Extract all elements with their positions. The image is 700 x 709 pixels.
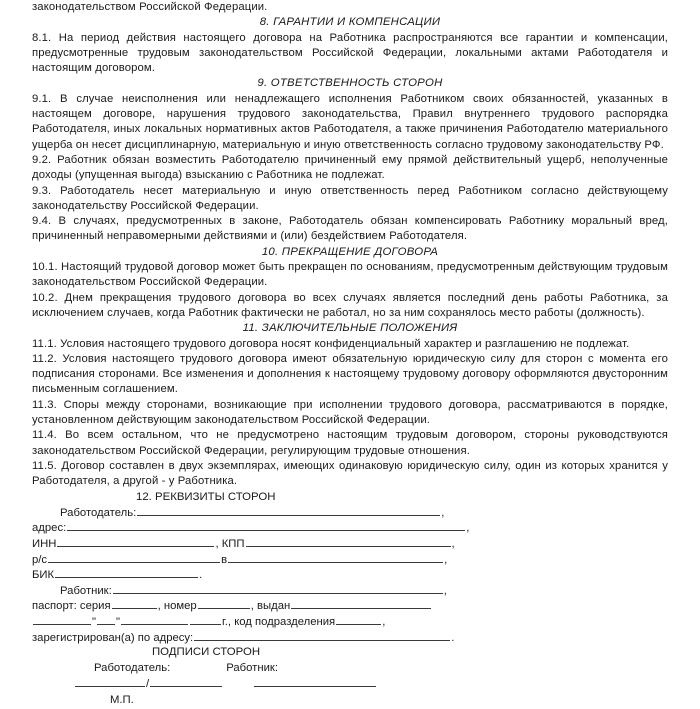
requisites-row-registration: [32, 630, 668, 646]
employee-name-blank[interactable]: [113, 583, 443, 594]
employee-issued-by-blank[interactable]: [291, 598, 431, 609]
employee-passport-label: паспорт: серия: [32, 600, 111, 613]
employer-bik-period: .: [199, 569, 203, 582]
signatures-names-row: [32, 661, 668, 677]
employer-account-blank[interactable]: [48, 552, 220, 563]
employer-kpp-blank[interactable]: [246, 536, 451, 547]
requisites-row-inn-kpp: [32, 536, 668, 552]
employee-registered-period: .: [451, 631, 455, 644]
signature-employer-sign-blank[interactable]: [75, 676, 145, 687]
paragraph-11-1: 11.1. Условия настоящего трудового договора носят конфиденциальный характер и разглашению не подлежат.: [32, 337, 630, 350]
stamp-place: М.П.: [110, 693, 134, 706]
employee-department-comma: ,: [382, 615, 386, 628]
employee-label: Работник:: [60, 584, 112, 597]
section-heading-9: 9. ОТВЕТСТВЕННОСТЬ СТОРОН: [257, 77, 443, 90]
employer-inn-label: ИНН: [32, 537, 57, 550]
employee-issue-month-blank[interactable]: [121, 614, 188, 625]
employer-kpp-label: , КПП: [215, 537, 245, 550]
employer-account-label: р/с: [32, 553, 48, 566]
requisites-row-employer: [32, 505, 668, 521]
requisites-row-passport-date: [32, 614, 668, 630]
quote-open: ": [92, 615, 97, 628]
employer-inn-blank[interactable]: [57, 536, 214, 547]
section-heading-10: 10. ПРЕКРАЩЕНИЕ ДОГОВОРА: [261, 245, 439, 258]
employer-label: Работодатель:: [60, 506, 137, 519]
signatures-lines-row: [32, 676, 668, 693]
employer-bik-blank[interactable]: [55, 567, 198, 578]
employer-address-blank[interactable]: [67, 520, 465, 531]
signature-slash: /: [146, 678, 150, 691]
requisites-row-employee: [32, 583, 668, 599]
section-heading-11: 11. ЗАКЛЮЧИТЕЛЬНЫЕ ПОЛОЖЕНИЯ: [242, 322, 458, 335]
employer-bank-comma: ,: [444, 553, 448, 566]
requisites-row-account: [32, 552, 668, 568]
paragraph-9-1: 9.1. В случае неисполнения или ненадлежащего исполнения Работником своих обязанностей, указанных в настоящем договоре, нарушения трудового законодательства, Правил внутреннего трудового распорядка Работодателя, иных локальных нормативных актов Работодателя, а также причинения Работодателю материального ущерба он несет дисциплинарную, материальную и иную ответственность согласно трудовому законодательству РФ.: [32, 92, 668, 151]
paragraph-11-2: 11.2. Условия настоящего трудового договора имеют обязательную юридическую силу для сторон с момента его подписания сторонами. Все изменения и дополнения к настоящему трудовому договору оформляются двусторонним письменным соглашением.: [32, 352, 668, 396]
requisites-row-bik: [32, 567, 668, 583]
requisites-row-address: [32, 520, 668, 536]
employer-kpp-comma: ,: [451, 537, 455, 550]
signatures-block: [32, 645, 668, 708]
section-heading-8: 8. ГАРАНТИИ И КОМПЕНСАЦИИ: [259, 16, 441, 29]
paragraph-9-4: 9.4. В случаях, предусмотренных в законе, Работодатель обязан компенсировать Работнику моральный вред, причиненный неправомерными действиями и (или) бездействием Работодателя.: [32, 215, 668, 243]
continued-paragraph: законодательством Российской Федерации.: [32, 1, 268, 13]
employer-bank-blank[interactable]: [228, 552, 443, 563]
employee-passport-series-blank[interactable]: [112, 598, 157, 609]
requisites-form: [32, 505, 668, 645]
employee-registered-address-blank[interactable]: [194, 630, 450, 641]
paragraph-11-4: 11.4. Во всем остальном, что не предусмотрено настоящим трудовым договором, стороны руководствуются законодательством Российской Федерации, регулирующим трудовые отношения.: [32, 429, 668, 457]
employer-address-comma: ,: [466, 522, 470, 535]
employee-department-code-blank[interactable]: [336, 614, 381, 625]
employee-issued-by-cont-blank[interactable]: [33, 614, 91, 625]
signatures-heading: ПОДПИСИ СТОРОН: [152, 646, 261, 659]
paragraph-11-5: 11.5. Договор составлен в двух экземплярах, имеющих одинаковую юридическую силу, один из которых хранится у Работодателя, а другой - у Работника.: [32, 459, 668, 488]
section-heading-12: 12. РЕКВИЗИТЫ СТОРОН: [136, 490, 276, 503]
employee-issue-year-blank[interactable]: [190, 614, 221, 625]
employee-issued-label: , выдан: [250, 600, 291, 613]
employer-bik-label: БИК: [32, 569, 55, 582]
paragraph-11-3: 11.3. Споры между сторонами, возникающие при исполнении трудового договора, рассматриваются в порядке, установленном действующим законодательством Российской Федерации.: [32, 398, 668, 427]
employer-bank-label: в: [221, 553, 228, 566]
signature-employer-name-blank[interactable]: [150, 676, 222, 687]
employee-issue-day-blank[interactable]: [97, 614, 115, 625]
employee-number-label: , номер: [157, 600, 197, 613]
paragraph-10-1: 10.1. Настоящий трудовой договор может быть прекращен по основаниям, предусмотренным действующим трудовым законодательством Российской Федерации.: [32, 261, 668, 289]
employer-name-comma: ,: [441, 506, 445, 519]
employer-name-blank[interactable]: [137, 505, 440, 516]
paragraph-9-3: 9.3. Работодатель несет материальную и иную ответственность перед Работником согласно действующему законодательству Российской Федерации.: [32, 184, 668, 212]
employee-name-comma: ,: [443, 584, 447, 597]
employee-passport-number-blank[interactable]: [198, 598, 250, 609]
signature-employee-sign-blank[interactable]: [254, 676, 376, 687]
paragraph-10-2: 10.2. Днем прекращения трудового договора во всех случаях является последний день работы Работника, за исключением случаев, когда Работник фактически не работал, но за ним сохранялось место работы (должность).: [32, 291, 668, 319]
requisites-row-passport: [32, 598, 668, 614]
quote-close: ": [116, 615, 121, 628]
signature-employer-label: Работодатель:: [94, 661, 171, 674]
paragraph-8-1: 8.1. На период действия настоящего договора на Работника распространяются все гарантии и компенсации, предусмотренные трудовым законодательством Российской Федерации, локальными актами Работодателя и настоящим договором.: [32, 31, 668, 75]
employer-address-label: адрес:: [32, 522, 67, 535]
signature-employee-label: Работник:: [226, 661, 278, 674]
employee-year-label: г., код подразделения: [222, 615, 336, 628]
paragraph-9-2: 9.2. Работник обязан возместить Работодателю причиненный ему прямой действительный ущерб, неполученные доходы (упущенная выгода) взысканию с Работника не подлежат.: [32, 153, 668, 182]
employee-registered-label: зарегистрирован(а) по адресу:: [32, 631, 194, 644]
